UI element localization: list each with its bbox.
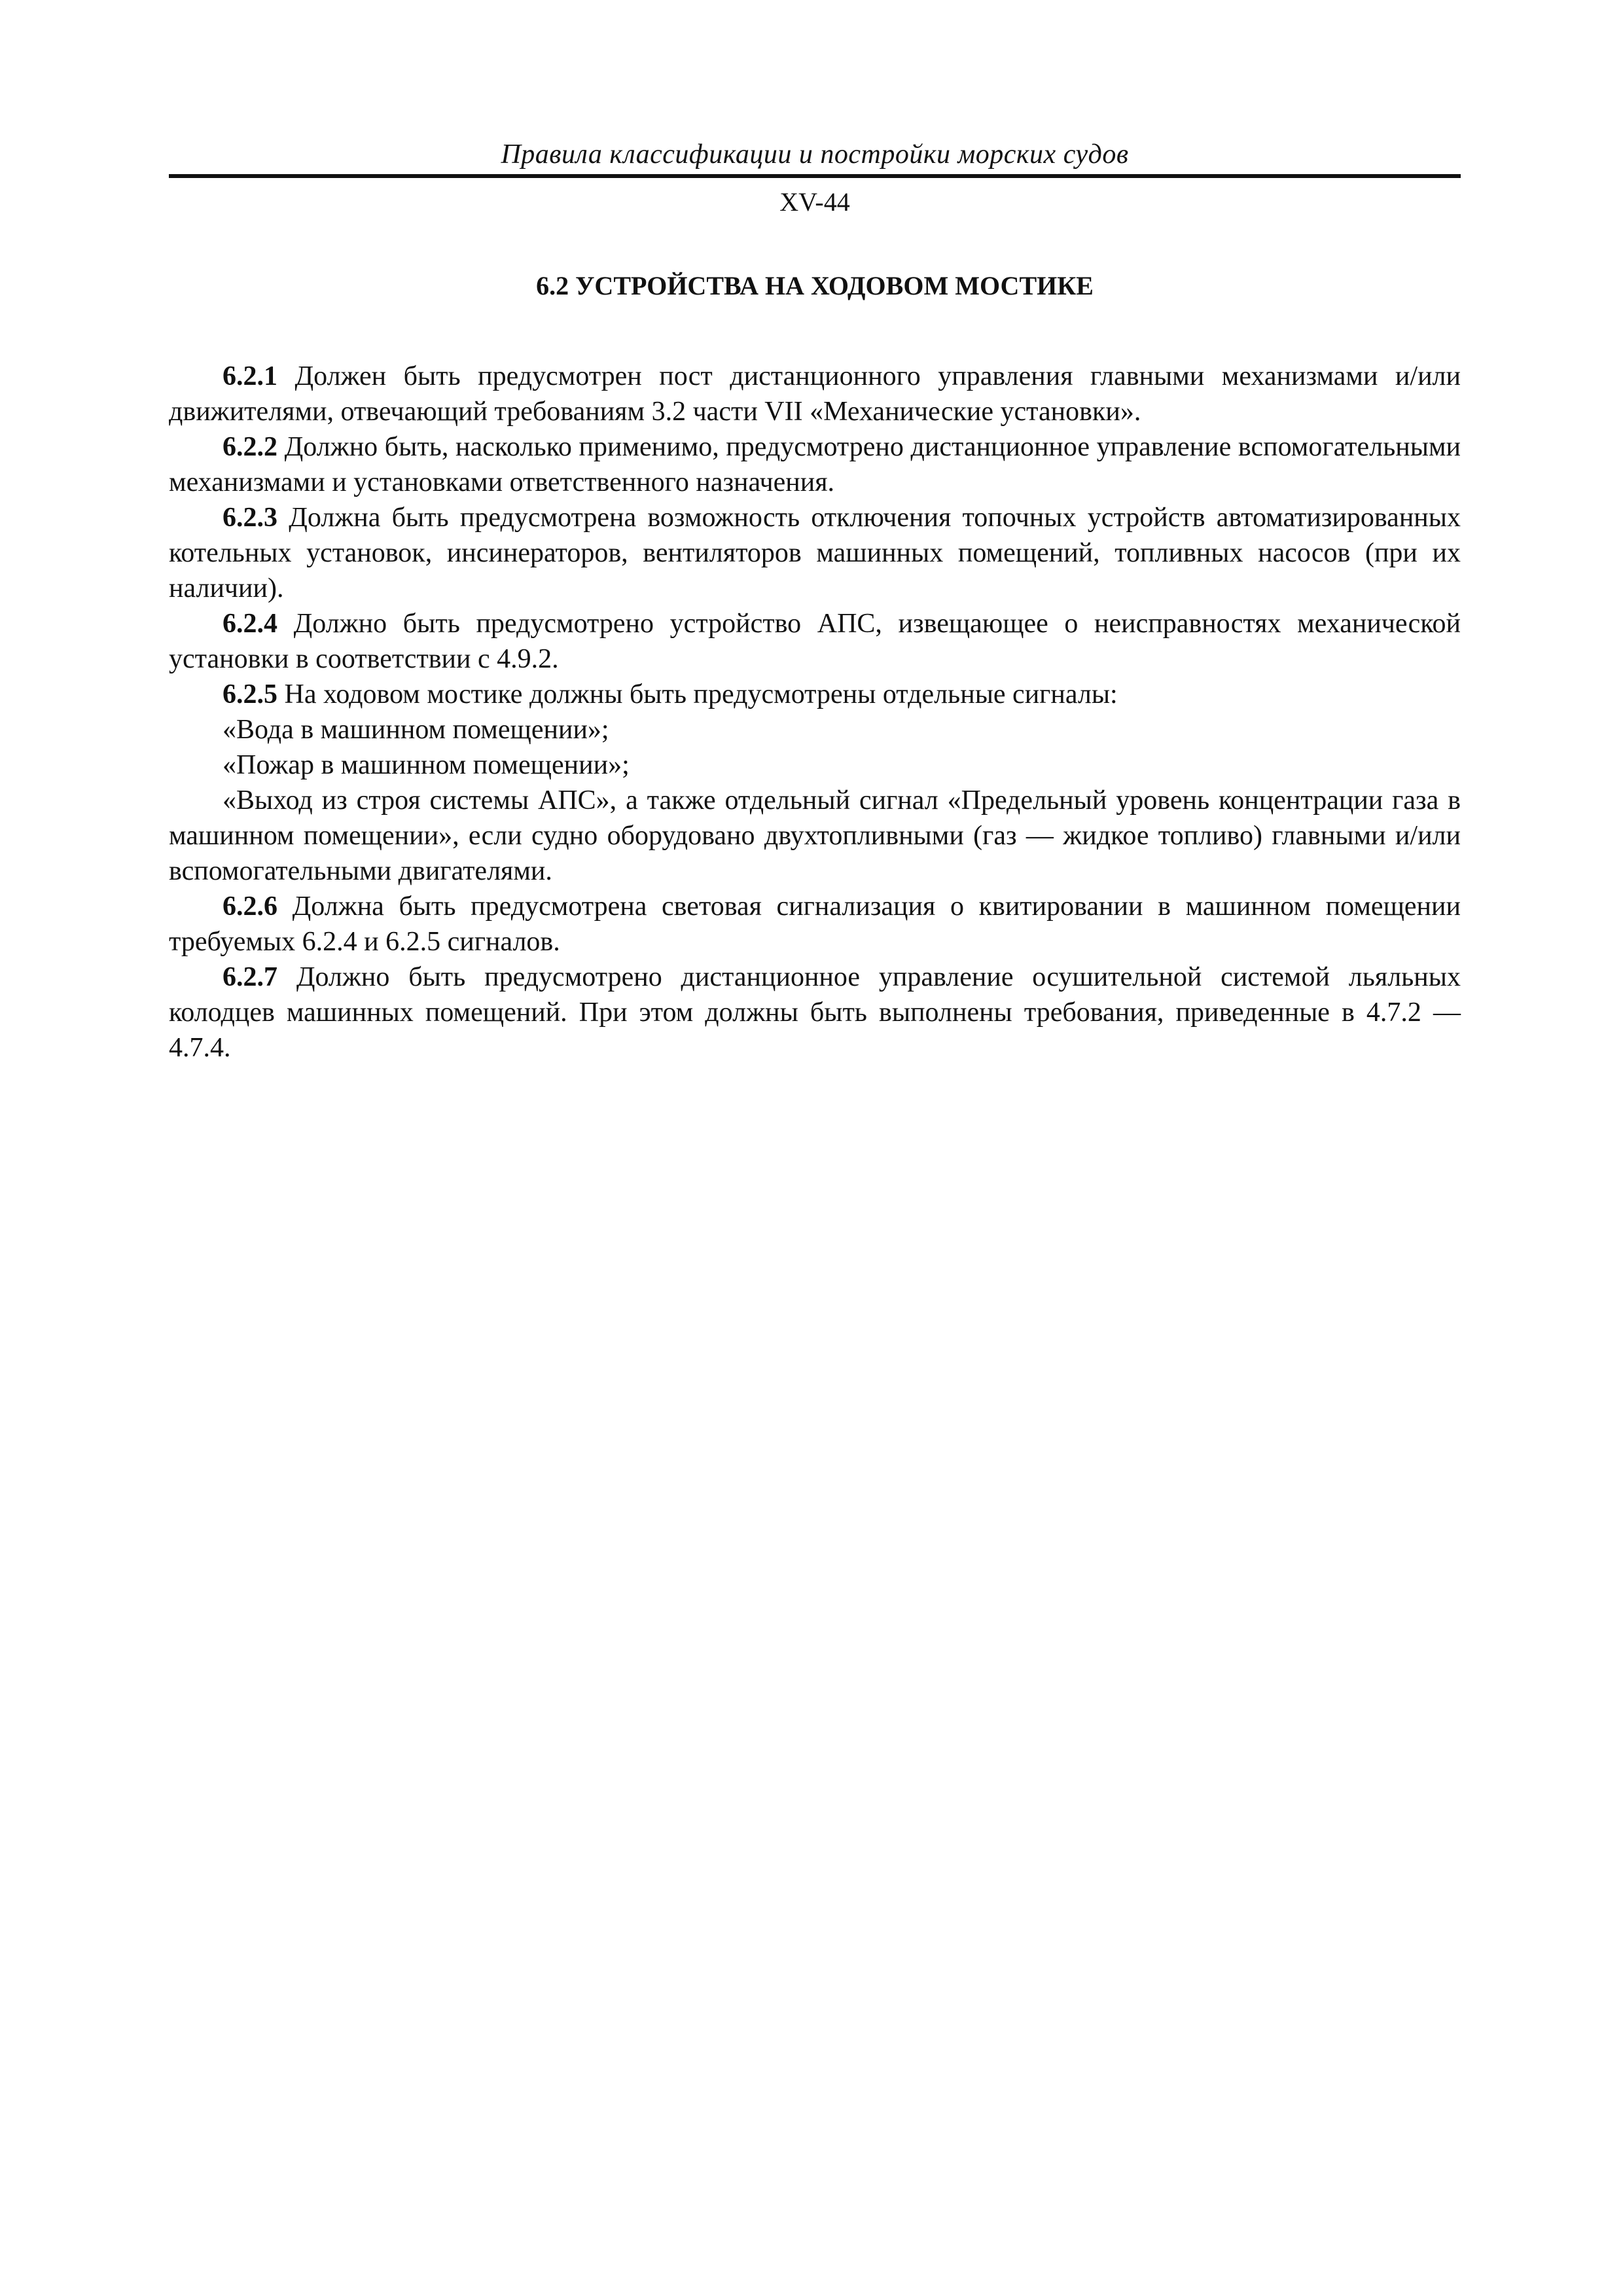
clause-number: 6.2.3 (223, 503, 277, 533)
header-rule (169, 174, 1461, 178)
paragraph-6-2-1 (169, 359, 1461, 429)
running-header: Правила классификации и постройки морских судов (501, 139, 1129, 170)
clause-number: 6.2.4 (223, 609, 277, 639)
clause-number: 6.2.2 (223, 432, 277, 462)
signal-item-water (169, 712, 1461, 747)
clause-number: 6.2.7 (223, 962, 277, 992)
paragraph-6-2-2 (169, 429, 1461, 500)
paragraph-6-2-6 (169, 889, 1461, 960)
clause-number: 6.2.6 (223, 891, 277, 922)
paragraph-6-2-4 (169, 606, 1461, 677)
paragraph-6-2-7 (169, 960, 1461, 1066)
section-body (169, 359, 1461, 1066)
clause-text: Должна быть предусмотрена возможность отключения топочных устройств автоматизированных котельных установок, инсинераторов, вентиляторов машинных помещений, топливных насосов (при их наличии). (169, 503, 1461, 603)
clause-text: Должен быть предусмотрен пост дистанционного управления главными механизмами и/или движителями, отвечающий требованиям 3.2 части VII «Механические установки». (169, 361, 1461, 427)
signal-text: «Пожар в машинном помещении»; (223, 750, 630, 780)
clause-text: На ходовом мостике должны быть предусмотрены отдельные сигналы: (277, 679, 1118, 709)
clause-number: 6.2.5 (223, 679, 277, 709)
signal-item-fire (169, 747, 1461, 783)
paragraph-6-2-5 (169, 677, 1461, 712)
section-title: 6.2 УСТРОЙСТВА НА ХОДОВОМ МОСТИКЕ (536, 271, 1094, 300)
clause-text: Должно быть предусмотрено дистанционное управление осушительной системой льяльных колодцев машинных помещений. При этом должны быть выполнены требования, приведенные в 4.7.2 — 4.7.4. (169, 962, 1461, 1063)
page-number: XV-44 (779, 187, 850, 217)
paragraph-6-2-3 (169, 500, 1461, 606)
signal-text: «Вода в машинном помещении»; (223, 715, 609, 745)
clause-text: Должно быть предусмотрено устройство АПС, извещающее о неисправностях механической установки в соответствии с 4.9.2. (169, 609, 1461, 674)
clause-text: Должна быть предусмотрена световая сигнализация о квитировании в машинном помещении требуемых 6.2.4 и 6.2.5 сигналов. (169, 891, 1461, 957)
clause-number: 6.2.1 (223, 361, 277, 391)
signal-item-aps-failure (169, 783, 1461, 889)
clause-text: Должно быть, насколько применимо, предусмотрено дистанционное управление вспомогательными механизмами и установками ответственного назначения. (169, 432, 1461, 497)
signal-text: «Выход из строя системы АПС», а также отдельный сигнал «Предельный уровень концентрации газа в машинном помещении», если судно оборудовано двухтопливными (газ — жидкое топливо) главными и/или вспомогательными двигателями. (169, 785, 1461, 886)
